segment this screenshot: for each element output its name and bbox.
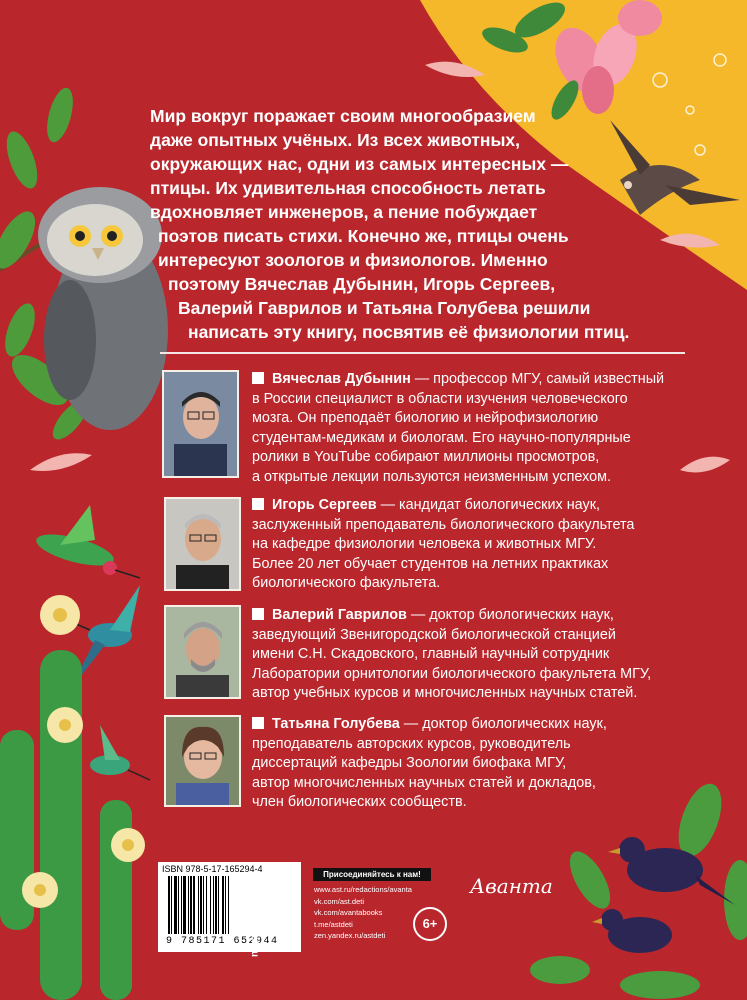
publisher-logo: Аванта [470, 874, 553, 898]
link-vk-avantabooks[interactable]: vk.com/avantabooks [314, 908, 383, 917]
intro-line: поэтому Вячеслав Дубынин, Игорь Сергеев, [168, 274, 556, 294]
author-bio: Игорь Сергеев — кандидат биологических наук, заслуженный преподаватель биологического факультета на кафедре физиологии человека и животных МГУ. Более 20 лет обучает студентов на летних практиках биологического факультета. [252, 497, 635, 592]
intro-line: Мир вокруг поражает своим многообразием [150, 106, 536, 126]
social-links [314, 884, 412, 942]
barcode-number: 9 785171 652944 [166, 936, 279, 947]
author-photo [162, 370, 239, 478]
link-vk-astdeti[interactable]: vk.com/ast.deti [314, 896, 365, 906]
intro-line: интересуют зоологов и физиологов. Именно [158, 250, 548, 270]
intro-line: вдохновляет инженеров, а пение побуждает [150, 202, 538, 222]
author-bio: Татьяна Голубева — доктор биологических наук, преподаватель авторских курсов, руководитель диссертаций кафедры Зоологии биофака МГУ, автор многочисленных научных статей и докладов, член биологических сообществ. [252, 716, 607, 811]
intro-line: даже опытных учёных. Из всех животных, [150, 130, 521, 150]
age-rating-badge: 6+ [413, 907, 447, 941]
feather-icon [30, 453, 92, 471]
author-name: Валерий Гаврилов [272, 607, 407, 623]
author-name: Татьяна Голубева [272, 716, 400, 732]
link-website[interactable]: www.ast.ru/redactions/avanta [314, 885, 412, 894]
blackbird-icon [608, 837, 735, 905]
bullet-square-icon [252, 498, 264, 510]
author-photo [164, 497, 241, 591]
feather-icon [680, 457, 730, 473]
hummingbird-icon [33, 505, 140, 578]
intro-line: Валерий Гаврилов и Татьяна Голубева решили [178, 298, 591, 318]
author-photo [164, 715, 241, 807]
hummingbird-icon [90, 725, 150, 780]
author-photo [164, 605, 241, 699]
intro-line: поэтов писать стихи. Конечно же, птицы очень [158, 226, 569, 246]
author-bio: Вячеслав Дубынин — профессор МГУ, самый известный в России специалист в области изучения человеческого мозга. Он преподаёт биологию и нейрофизиологию студентам-медикам и биологам. Его научно-популярные ролики в YouTube собирают миллионы просмотров, а открытые лекции пользуются неизменным успехом. [252, 371, 665, 485]
isbn-label: ISBN 978-5-17-165294-4 [162, 864, 263, 874]
link-zen[interactable]: zen.yandex.ru/astdeti [314, 931, 386, 940]
bullet-square-icon [252, 608, 264, 620]
bullet-square-icon [252, 372, 264, 384]
blackbird-icon [592, 909, 672, 953]
divider [160, 352, 685, 354]
cactus-icon [0, 650, 132, 1000]
intro-line: написать эту книгу, посвятив её физиологии птиц. [188, 322, 630, 342]
author-name: Игорь Сергеев [272, 497, 377, 513]
intro-line: окружающих нас, одни из самых интересных — [150, 154, 569, 174]
author-bio: Валерий Гаврилов — доктор биологических наук, заведующий Звенигородской биологической станцией имени С.Н. Скадовского, главный научный сотрудник Лаборатории орнитологии биологического факультета МГУ, автор учебных курсов и многочисленных научных статей. [252, 607, 652, 702]
link-telegram[interactable]: t.me/astdeti [314, 919, 353, 929]
join-title: Присоединяйтесь к нам! [313, 868, 431, 881]
website-vertical: www.ast.ru [249, 904, 260, 957]
bullet-square-icon [252, 717, 264, 729]
intro-line: птицы. Их удивительная способность летать [150, 178, 546, 198]
author-name: Вячеслав Дубынин [272, 371, 411, 387]
intro-paragraph [150, 104, 670, 344]
barcode-icon [166, 876, 254, 934]
